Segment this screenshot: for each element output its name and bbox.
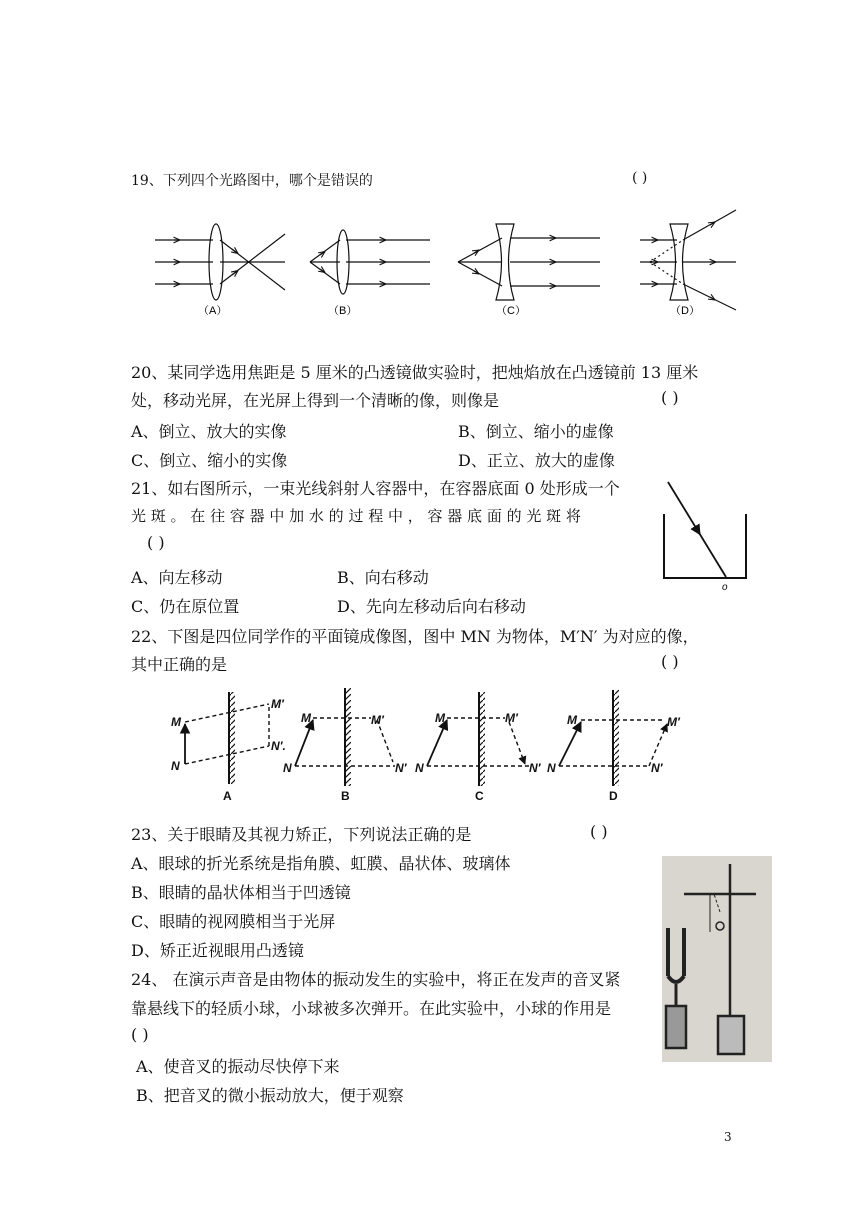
q21-option-a: A、向左移动: [131, 568, 223, 587]
diagram-b-convex-parallel: [310, 230, 430, 294]
q23-option-a: A、眼球的折光系统是指角膜、虹膜、晶状体、玻璃体: [131, 854, 511, 873]
a-label-mp: M′: [271, 697, 284, 711]
q20-answer-paren: ( ): [661, 388, 679, 407]
mirror-diagram-b: [295, 688, 395, 786]
q24-option-b: B、把音叉的微小振动放大，便于观察: [136, 1086, 404, 1105]
q23-option-b: B、眼睛的晶状体相当于凹透镜: [131, 883, 351, 902]
q22-answer-paren: ( ): [661, 652, 679, 671]
q21-line1: 21、如右图所示，一束光线斜射人容器中，在容器底面 0 处形成一个: [131, 479, 620, 498]
caption-d: D: [609, 789, 618, 803]
mirror-diagram-c: [427, 692, 529, 786]
d-label-mp: M′: [667, 715, 680, 729]
q20-line2: 处，移动光屏，在光屏上得到一个清晰的像，则像是: [131, 391, 500, 410]
b-label-m: M: [301, 711, 311, 725]
q22-line2: 其中正确的是: [131, 655, 228, 674]
caption-a: A: [223, 789, 232, 803]
mirror-diagram-a: [185, 692, 269, 784]
page-number: 3: [724, 1130, 732, 1144]
b-label-np: N′: [395, 761, 407, 775]
q24-answer-paren: ( ): [131, 1025, 149, 1044]
diagram-d-concave-diverging: [640, 210, 736, 310]
q21-answer-paren: ( ): [147, 533, 165, 552]
c-label-n: N: [415, 761, 424, 775]
q21-option-b: B、向右移动: [337, 568, 429, 587]
label-c: （C）: [496, 305, 526, 317]
label-b: （B）: [328, 305, 358, 317]
q24-line1: 24、 在演示声音是由物体的振动发生的实验中，将正在发声的音叉紧: [131, 970, 621, 989]
label-a: （A）: [198, 305, 228, 317]
q23-option-d: D、矫正近视眼用凸透镜: [131, 941, 304, 960]
q22-mirror-diagrams: [165, 688, 705, 806]
c-label-mp: M′: [505, 711, 518, 725]
d-label-n: N: [547, 761, 556, 775]
b-label-n: N: [283, 761, 292, 775]
diagram-a-convex-converging: [155, 224, 285, 300]
q24-option-a: A、使音叉的振动尽快停下来: [136, 1057, 340, 1076]
q24-tuning-fork-figure: [662, 856, 772, 1062]
q19-stem: 19、下列四个光路图中，哪个是错误的: [131, 173, 373, 189]
b-label-mp: M′: [371, 713, 384, 727]
d-label-np: N′: [651, 761, 663, 775]
q21-option-d: D、先向左移动后向右移动: [337, 597, 526, 616]
q23-stem: 23、关于眼睛及其视力矫正，下列说法正确的是: [131, 825, 472, 844]
c-label-m: M: [435, 711, 445, 725]
q24-line2: 靠悬线下的轻质小球，小球被多次弹开。在此实验中，小球的作用是: [131, 999, 612, 1018]
q21-line2: 光 斑 。 在 往 容 器 中 加 水 的 过 程 中 ， 容 器 底 面 的 光 斑 将: [131, 507, 581, 525]
a-label-n: N: [171, 759, 180, 773]
q20-option-c: C、倒立、缩小的实像: [131, 451, 288, 470]
a-label-np: N′.: [271, 739, 286, 753]
q20-option-b: B、倒立、缩小的虚像: [458, 422, 614, 441]
a-label-m: M: [171, 715, 181, 729]
label-d: （D）: [670, 305, 700, 317]
q19-answer-paren: ( ): [632, 170, 648, 186]
q19-lens-diagrams: [140, 210, 750, 325]
q23-option-c: C、眼睛的视网膜相当于光屏: [131, 912, 336, 931]
q21-option-c: C、仍在原位置: [131, 597, 240, 616]
q20-option-a: A、倒立、放大的实像: [131, 422, 287, 441]
q21-container-figure: [660, 480, 750, 593]
q20-line1: 20、某同学选用焦距是 5 厘米的凸透镜做实验时，把烛焰放在凸透镜前 13 厘米: [131, 363, 699, 382]
caption-b: B: [341, 789, 350, 803]
c-label-np: N′: [529, 761, 541, 775]
point-o-label: o: [722, 582, 728, 593]
q22-line1: 22、下图是四位同学作的平面镜成像图，图中 MN 为物体，M′N′ 为对应的像，: [131, 627, 699, 646]
d-label-m: M: [567, 713, 577, 727]
q23-answer-paren: ( ): [590, 822, 608, 841]
q20-option-d: D、正立、放大的虚像: [458, 451, 615, 470]
diagram-c-concave: [458, 224, 600, 300]
caption-c: C: [475, 789, 484, 803]
